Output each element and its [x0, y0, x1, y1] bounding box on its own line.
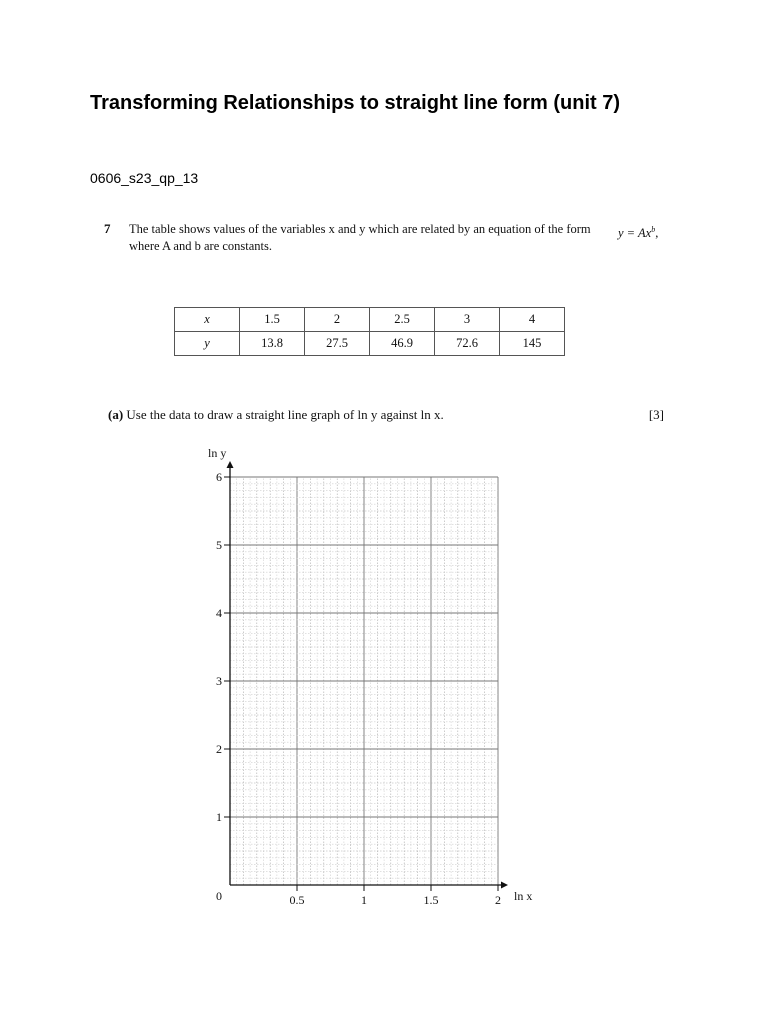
x-axis-arrow — [501, 882, 508, 889]
table-row-y — [175, 332, 565, 356]
table-cell: 46.9 — [370, 332, 435, 356]
page-title: Transforming Relationships to straight line form (unit 7) — [90, 92, 621, 114]
part-a-label: (a) — [108, 407, 124, 422]
y-tick-label: 1 — [216, 810, 222, 824]
equation-suffix: , — [655, 226, 659, 241]
table-cell: 3 — [435, 308, 500, 332]
row-label-x: x — [175, 308, 240, 332]
part-a-marks: [3] — [648, 407, 664, 422]
equation-main: y = Ax — [618, 226, 652, 241]
equation-exponent: b — [651, 225, 656, 234]
part-a-text: Use the data to draw a straight line graph of ln y against ln x. — [126, 407, 444, 422]
y-tick-label: 6 — [216, 470, 222, 484]
table-cell: 2 — [305, 308, 370, 332]
table-row-x — [175, 308, 565, 332]
y-tick-label: 5 — [216, 538, 222, 552]
x-axis-label: ln x — [514, 889, 533, 903]
row-label-y: y — [175, 332, 240, 356]
y-axis-label: ln y — [208, 446, 227, 460]
part-a — [108, 407, 664, 423]
x-tick-label: 1.5 — [423, 893, 439, 907]
y-axis-arrow — [227, 461, 234, 468]
y-tick-label: 4 — [216, 606, 222, 620]
table-cell: 27.5 — [305, 332, 370, 356]
y-tick-label: 3 — [216, 674, 222, 688]
x-tick-label: 2 — [495, 893, 501, 907]
question-text — [129, 221, 689, 255]
equation — [618, 221, 658, 242]
x-tick-label: 0.5 — [289, 893, 305, 907]
table-cell: 1.5 — [240, 308, 305, 332]
y-tick-label: 2 — [216, 742, 222, 756]
table-cell: 2.5 — [370, 308, 435, 332]
x-tick-label: 1 — [361, 893, 367, 907]
axes — [227, 461, 509, 889]
values-table — [174, 307, 565, 356]
origin-label: 0 — [216, 889, 222, 903]
paper-code: 0606_s23_qp_13 — [90, 170, 199, 186]
question-number: 7 — [104, 221, 111, 236]
table-cell: 4 — [500, 308, 565, 332]
grid — [230, 477, 498, 885]
question-text-line2: where A and b are constants. — [129, 239, 273, 253]
table-cell: 72.6 — [435, 332, 500, 356]
ticks — [224, 477, 498, 891]
graph-paper — [200, 440, 540, 910]
table-cell: 13.8 — [240, 332, 305, 356]
table-cell: 145 — [500, 332, 565, 356]
question-text-line1: The table shows values of the variables x and y which are related by an equation of the form — [129, 222, 591, 236]
